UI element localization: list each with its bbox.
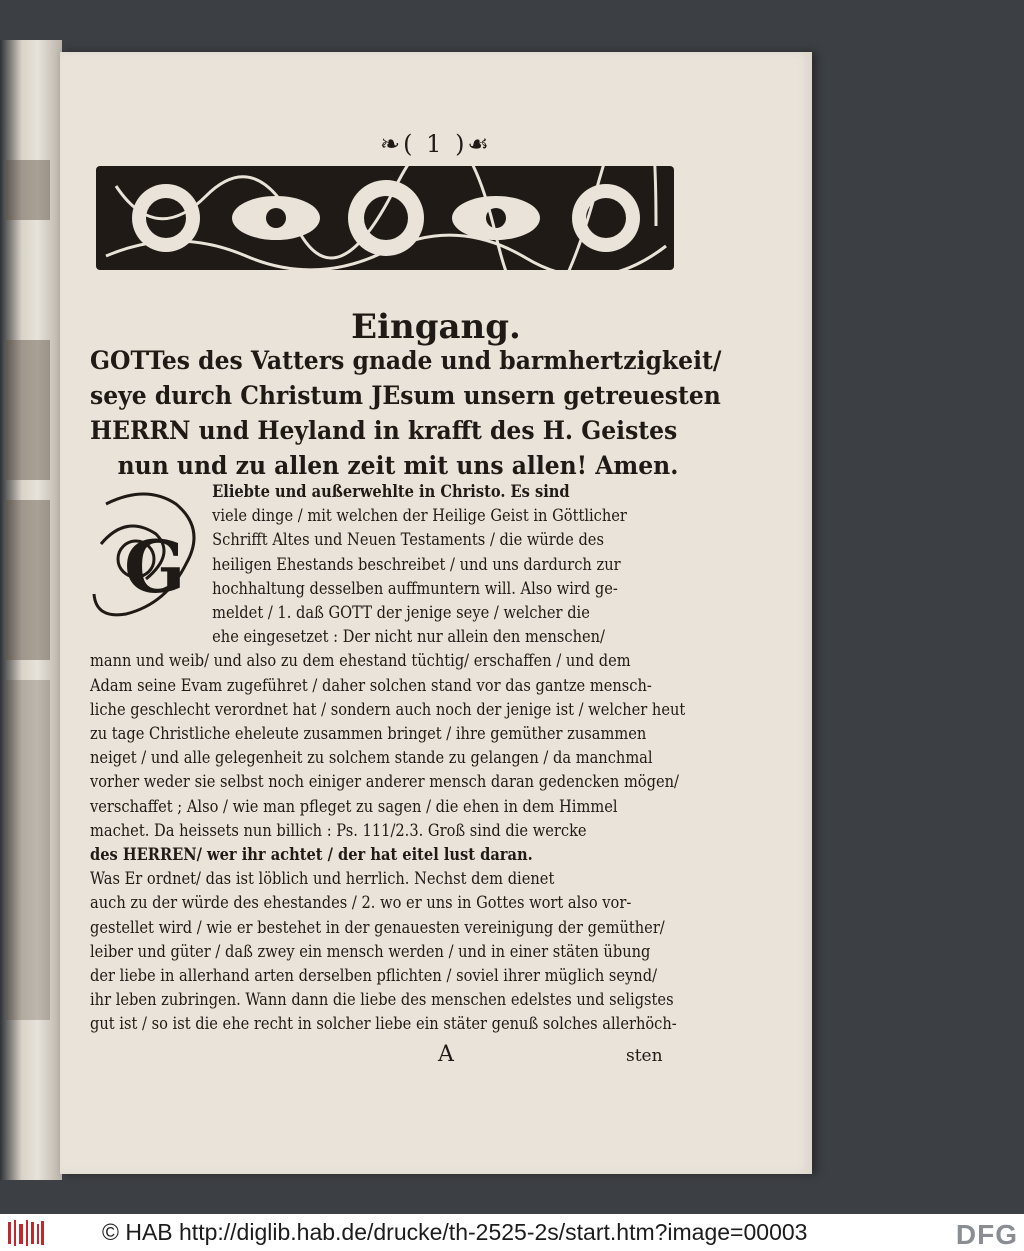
invocation-line: seye durch Christum JEsum unsern getreuesten: [90, 381, 721, 411]
text-line: ihr leben zubringen. Wann dann die liebe des menschen edelstes und seligstes: [90, 990, 674, 1011]
text-line: neiget / und alle gelegenheit zu solchem stande zu gelangen / da manchmal: [90, 748, 653, 769]
text-line: auch zu der würde des ehestandes / 2. wo er uns in Gottes wort also vor-: [90, 893, 632, 914]
text-line: verschaffet ; Also / wie man pfleget zu sagen / die ehen in dem Himmel: [90, 796, 618, 817]
text-line: zu tage Christliche eheleute zusammen bringet / ihre gemüther zusammen: [90, 724, 647, 745]
drop-cap-letter: G: [124, 524, 186, 609]
signature-mark: A: [438, 1042, 454, 1067]
hab-barcode-logo-icon[interactable]: [6, 1218, 46, 1248]
catchword: sten: [626, 1046, 663, 1066]
dfg-logo[interactable]: DFG: [955, 1219, 1018, 1250]
text-line: gestellet wird / wie er bestehet in der genauesten vereinigung der gemüther/: [90, 917, 665, 938]
body-text: [90, 480, 718, 1037]
text-line: ehe eingesetzet : Der nicht nur allein den menschen/: [212, 627, 605, 648]
text-line: Schrifft Altes und Neuen Testaments / die würde des: [212, 530, 604, 551]
facing-page-edge: [0, 40, 62, 1180]
text-line: liche geschlecht verordnet hat / sondern auch noch der jenige ist / welcher heut: [90, 699, 686, 720]
text-line: gut ist / so ist die ehe recht in solcher liebe ein stäter genuß solches allerhöch-: [90, 1014, 677, 1035]
invocation-line: GOTTes des Vatters gnade und barmhertzigkeit/: [90, 346, 722, 376]
text-line: Was Er ordnet/ das ist löblich und herrlich. Nechst dem dienet: [90, 869, 555, 890]
invocation-line: HERRN und Heyland in krafft des H. Geistes: [90, 416, 678, 446]
text-line: der liebe in allerhand arten derselben pflichten / soviel ihrer müglich seynd/: [90, 966, 658, 987]
section-title: Eingang.: [351, 307, 521, 347]
page-number: ❧( 1 )☙: [380, 130, 492, 158]
invocation-block: [90, 344, 722, 484]
text-line: hochhaltung desselben auffmuntern will. Also wird ge-: [212, 578, 618, 599]
text-line: machet. Da heissets nun billich : Ps. 111/2.3. Groß sind die wercke: [90, 820, 587, 841]
book-page: [60, 52, 812, 1174]
text-line: vorher weder sie selbst noch einiger anderer mensch daran gedencken mögen/: [90, 772, 679, 793]
text-line: des HERREN/ wer ihr achtet / der hat eitel lust daran.: [90, 845, 533, 866]
text-line: Adam seine Evam zugeführet / daher solchen stand vor das gantze mensch-: [90, 675, 652, 696]
viewer-footer-bar: [0, 1214, 1024, 1251]
text-line: meldet / 1. daß GOTT der jenige seye / welcher die: [212, 603, 590, 624]
text-line: heiligen Ehestands beschreibet / und uns dardurch zur: [212, 554, 621, 575]
invocation-line: nun und zu allen zeit mit uns allen! Amen.: [117, 451, 679, 481]
text-line: mann und weib/ und also zu dem ehestand tüchtig/ erschaffen / und dem: [90, 651, 631, 672]
copyright-link[interactable]: © HAB http://diglib.hab.de/drucke/th-2525-2s/start.htm?image=00003: [102, 1219, 808, 1245]
text-line: Eliebte und außerwehlte in Christo. Es sind: [212, 482, 570, 502]
text-line: leiber und güter / daß zwey ein mensch werden / und in einer stäten übung: [90, 941, 651, 962]
text-line: viele dinge / mit welchen der Heilige Geist in Göttlicher: [212, 506, 627, 527]
